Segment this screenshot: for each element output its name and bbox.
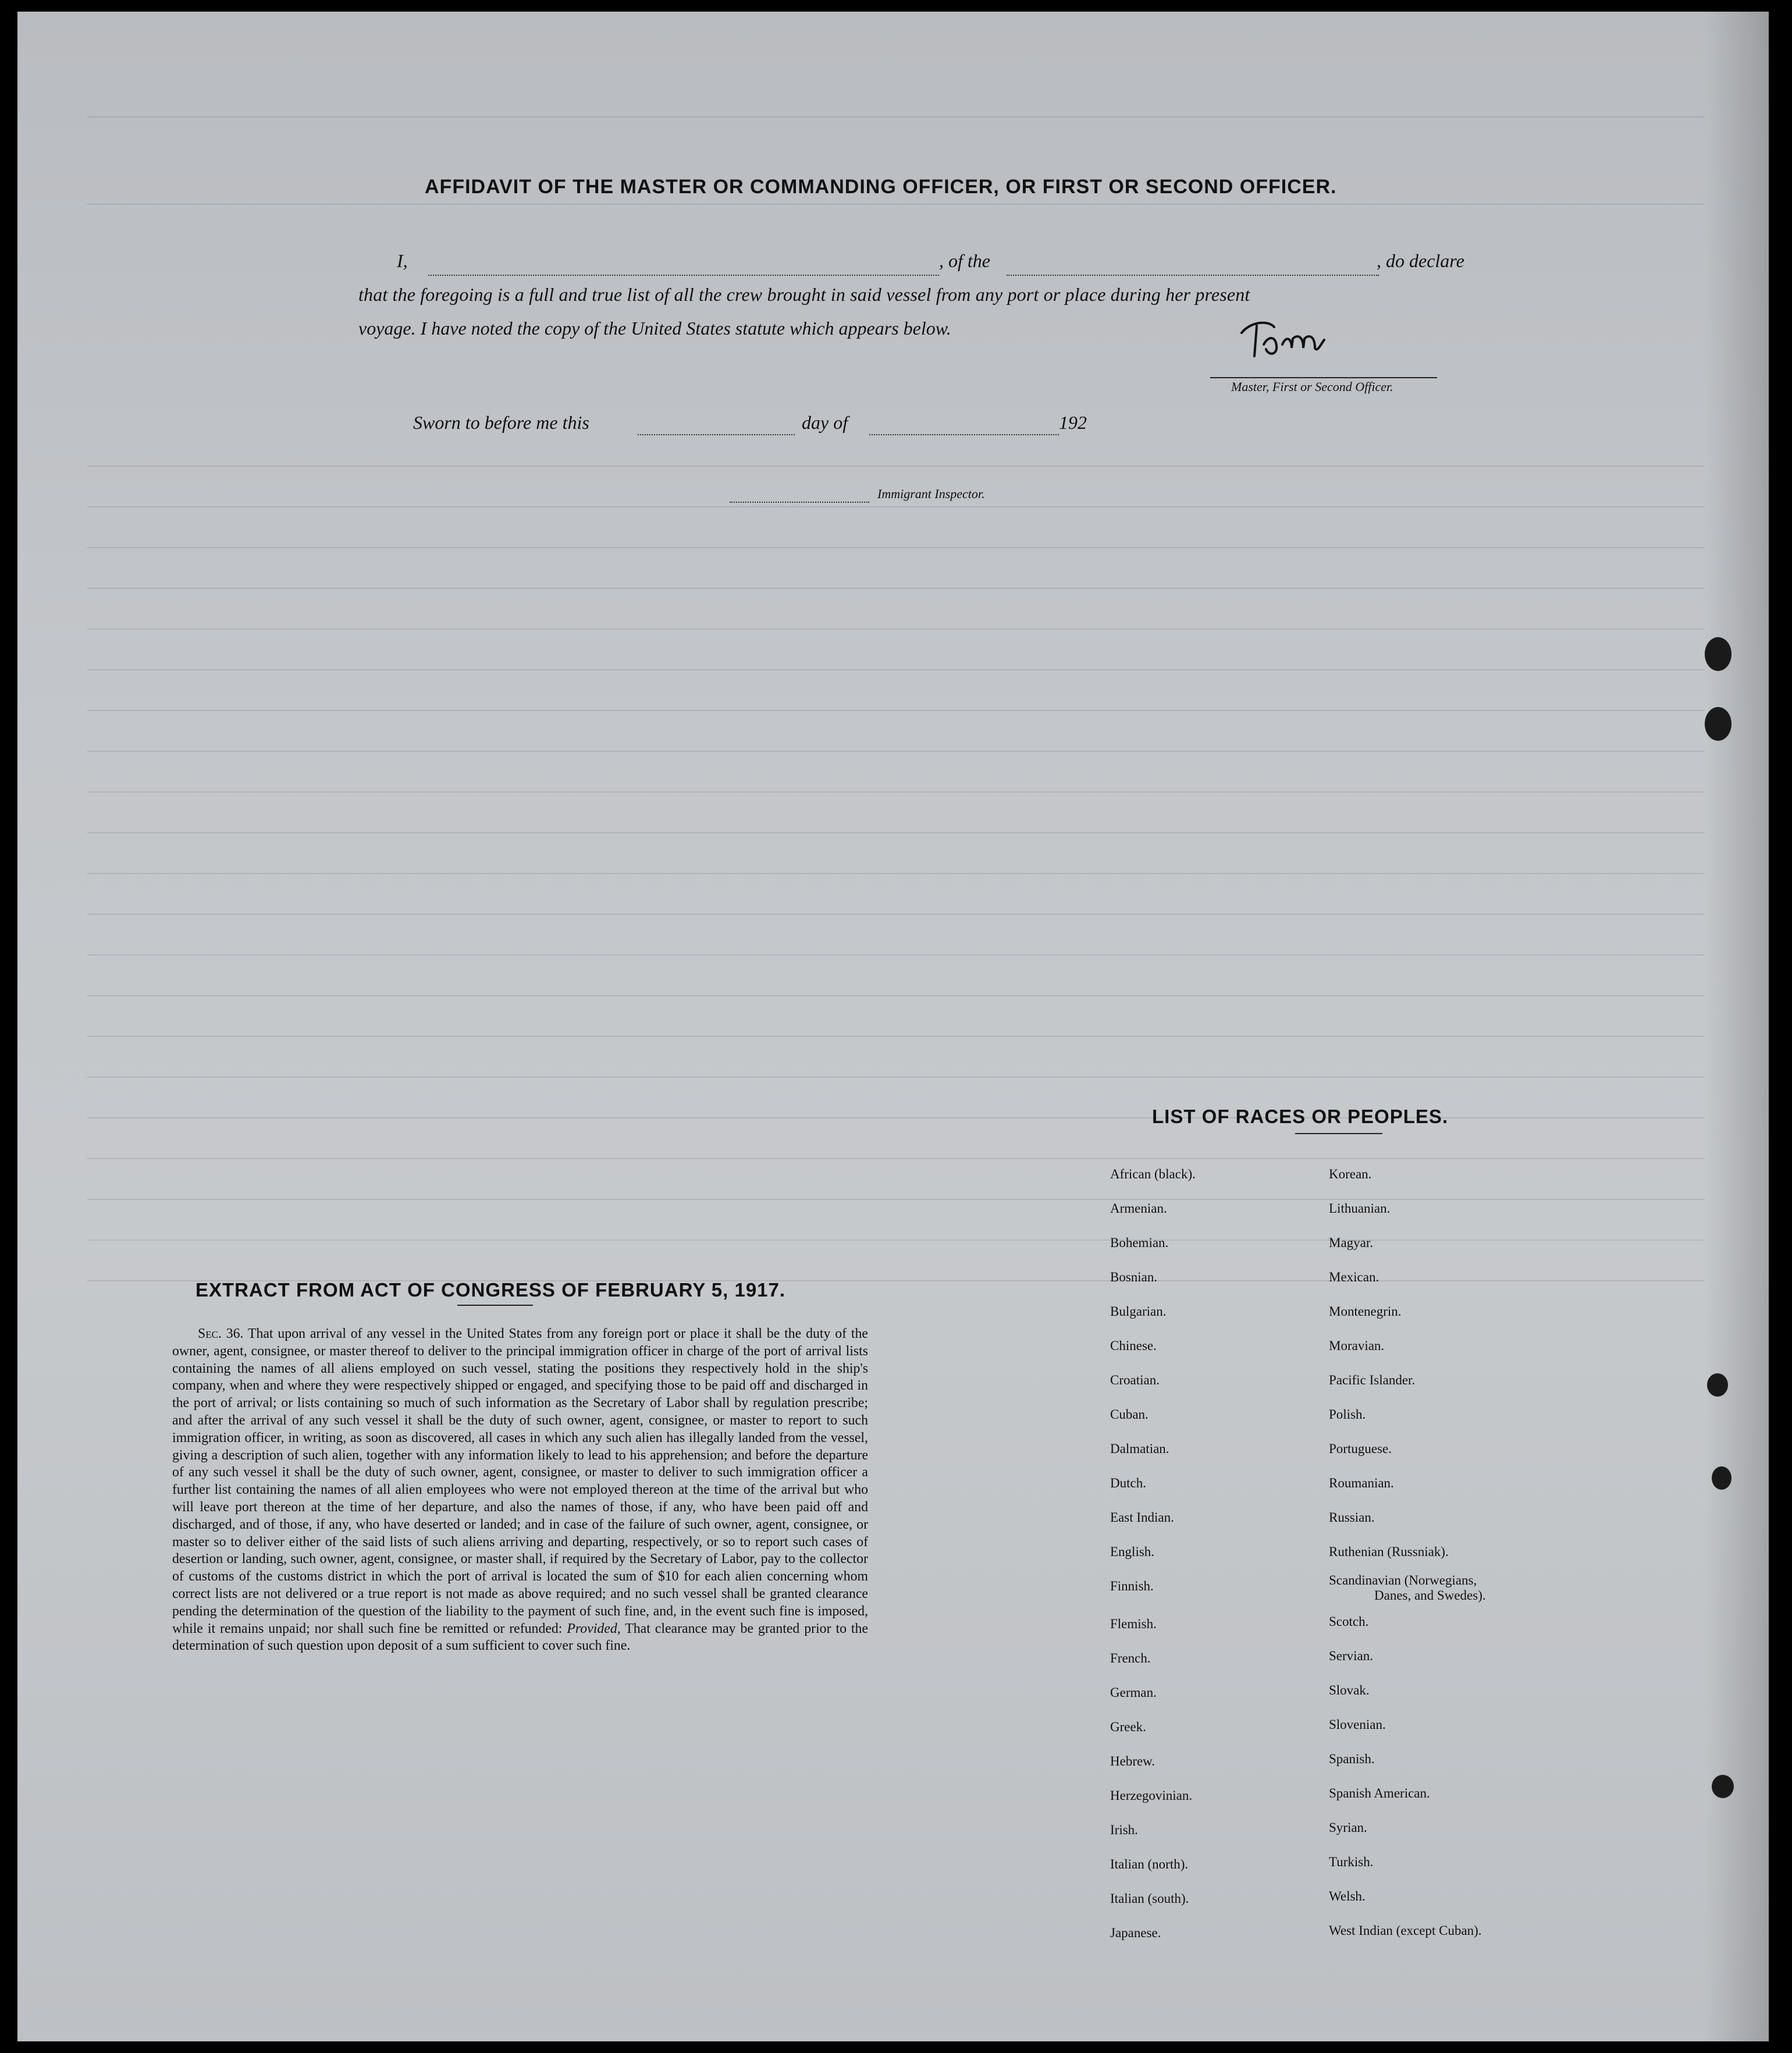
statute-text-part1: That upon arrival of any vessel in the United States from any foreign port or place it shall be the duty of the owner, agent, consignee, or master thereof to deliver to the principal immigration officer in charge of the port of arrival lists containing the names of all aliens employed on such vessel, stating the positions they respectively hold in the ship's company, when and where they were respectively shipped or engaged, and specifying those to be paid off and discharged in the port of arrival; or lists containing so much of such information as the Secretary of Labor shall by regulation prescribe; and after the arrival of any such vessel it shall be the duty of such owner, agent, consignee, or master to report to such immigration officer, in writing, as soon as discovered, all cases in which any such alien has illegally landed from the vessel, giving a description of such alien, together with any information likely to lead to his apprehension; and before the departure of any such vessel it shall be the duty of such owner, agent, consignee, or master to deliver to such immigration officer a further list containing the names of all alien employees who were not employed thereon at the time of the arrival but who will leave port thereon at the time of her departure, and also the names of those, if any, who have been paid off and discharged, and of those, if any, who have deserted or landed; and in case of the failure of such owner, agent, consignee, or master so to deliver either of the said lists of such aliens arriving and departing, respectively, or so to report such cases of desertion or landing, such owner, agent, consignee, or master shall, if required by the Secretary of Labor, pay to the collector of customs of the customs district in which the port of arrival is located the sum of $10 for each alien concerning whom correct lists are not delivered or a true report is not made as above required; and no such vessel shall be granted clearance pending the determination of the question of the liability to the payment of such fine, and, in the event such fine is imposed, while it remains unpaid; nor shall such fine be remitted or refunded: — [172, 1326, 868, 1636]
race-item: Scandinavian (Norwegians, — [1329, 1573, 1477, 1587]
inspector-signature-blank — [730, 502, 869, 503]
affidavit-line3: voyage. I have noted the copy of the United States statute which appears below. — [358, 318, 951, 339]
race-item: Pacific Islander. — [1329, 1373, 1416, 1387]
race-item: Armenian. — [1110, 1201, 1167, 1216]
sworn-month-blank — [869, 434, 1059, 435]
race-item: Spanish. — [1329, 1752, 1375, 1766]
race-item: Spanish American. — [1329, 1786, 1430, 1800]
master-officer-label: Master, First or Second Officer. — [1231, 379, 1393, 394]
race-item: Roumanian. — [1329, 1476, 1394, 1490]
sworn-day-blank — [638, 434, 795, 435]
race-item-continuation: Danes, and Swedes). — [1374, 1588, 1486, 1603]
race-item: Bulgarian. — [1110, 1304, 1167, 1319]
race-item: African (black). — [1110, 1167, 1196, 1181]
race-item: English. — [1110, 1544, 1155, 1559]
section-label: Sec. 36. — [198, 1326, 244, 1341]
race-item: Portuguese. — [1329, 1441, 1392, 1456]
affidavit-heading: AFFIDAVIT OF THE MASTER OR COMMANDING OFFICER, OR FIRST OR SECOND OFFICER. — [425, 176, 1337, 198]
officer-signature — [1233, 310, 1350, 368]
punch-hole — [1712, 1466, 1731, 1490]
race-item: Japanese. — [1110, 1926, 1161, 1940]
race-item: Moravian. — [1329, 1338, 1385, 1353]
race-item: Turkish. — [1329, 1855, 1374, 1869]
statute-section-36 — [172, 1326, 868, 1655]
race-item: Hebrew. — [1110, 1754, 1155, 1768]
race-item: Ruthenian (Russniak). — [1329, 1544, 1449, 1559]
race-item: French. — [1110, 1651, 1151, 1665]
sworn-year: 192 — [1059, 412, 1087, 433]
statute-text-part2: That clearance may be granted prior to the determination of such question upon deposit of a sum sufficient to cover such fine. — [172, 1621, 869, 1654]
race-item: Herzegovinian. — [1110, 1788, 1193, 1803]
immigrant-inspector-label: Immigrant Inspector. — [877, 486, 985, 501]
race-item: Syrian. — [1329, 1820, 1367, 1835]
race-item: Welsh. — [1329, 1889, 1366, 1903]
race-item: Italian (south). — [1110, 1891, 1189, 1906]
race-item: Magyar. — [1329, 1235, 1374, 1250]
affidavit-line1-declare: , do declare — [1377, 250, 1464, 271]
race-item: Dutch. — [1110, 1476, 1146, 1490]
race-item: Irish. — [1110, 1823, 1138, 1837]
race-item: Montenegrin. — [1329, 1304, 1402, 1319]
affidavit-line1-of-the: , of the — [939, 250, 990, 271]
provided-word: Provided, — [567, 1621, 621, 1636]
races-heading: LIST OF RACES OR PEOPLES. — [1152, 1106, 1449, 1127]
race-item: Bohemian. — [1110, 1235, 1169, 1250]
race-item: Lithuanian. — [1329, 1201, 1391, 1216]
punch-hole — [1705, 637, 1731, 671]
punch-hole — [1705, 707, 1731, 741]
race-item: Flemish. — [1110, 1617, 1157, 1631]
race-item: Polish. — [1329, 1407, 1366, 1422]
race-item: Bosnian. — [1110, 1270, 1158, 1284]
race-item: Mexican. — [1329, 1270, 1379, 1284]
race-item: Italian (north). — [1110, 1857, 1189, 1871]
race-item: Korean. — [1329, 1167, 1372, 1181]
race-item: Slovak. — [1329, 1683, 1370, 1697]
race-item: Finnish. — [1110, 1579, 1154, 1593]
race-item: Dalmatian. — [1110, 1441, 1169, 1456]
affidavit-line1-i: I, — [397, 250, 408, 271]
race-item: Russian. — [1329, 1510, 1375, 1525]
vessel-name-blank — [1007, 275, 1379, 276]
race-item: Scotch. — [1329, 1614, 1369, 1629]
document-page — [17, 12, 1769, 2041]
race-item: East Indian. — [1110, 1510, 1174, 1525]
race-item: Slovenian. — [1329, 1717, 1386, 1732]
race-item: West Indian (except Cuban). — [1329, 1923, 1482, 1938]
sworn-prefix: Sworn to before me this — [413, 412, 589, 433]
races-heading-underline — [1295, 1133, 1382, 1134]
affidavit-line2: that the foregoing is a full and true list of all the crew brought in said vessel from any port or place during her present — [358, 284, 1250, 305]
punch-hole — [1707, 1373, 1728, 1397]
race-item: Chinese. — [1110, 1338, 1157, 1353]
extract-heading-underline — [457, 1305, 533, 1306]
punch-hole — [1712, 1775, 1734, 1798]
extract-heading: EXTRACT FROM ACT OF CONGRESS OF FEBRUARY 5, 1917. — [195, 1279, 786, 1301]
page-edge-shadow — [1705, 12, 1769, 2041]
signature-line — [1210, 377, 1437, 378]
sworn-day-of: day of — [802, 412, 848, 433]
race-item: Servian. — [1329, 1649, 1374, 1663]
race-item: Croatian. — [1110, 1373, 1160, 1387]
race-item: German. — [1110, 1685, 1157, 1700]
race-item: Greek. — [1110, 1720, 1146, 1734]
race-item: Cuban. — [1110, 1407, 1149, 1422]
master-name-blank — [428, 275, 939, 276]
